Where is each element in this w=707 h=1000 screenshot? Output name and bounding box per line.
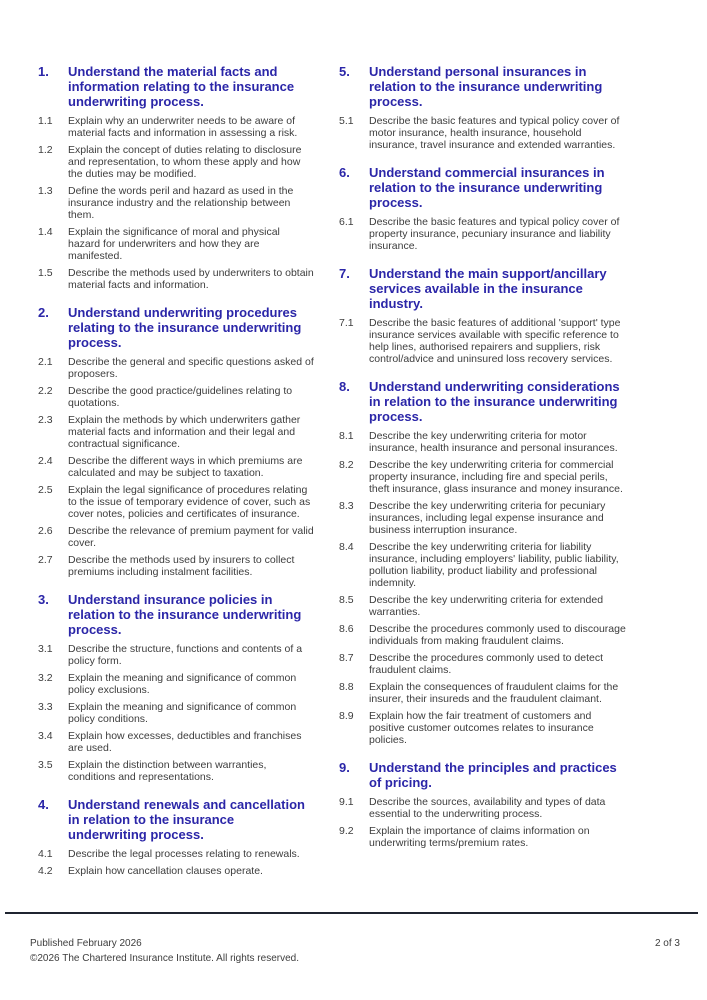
- item-text: Explain the methods by which underwriters gather material facts and information and their legal and contractual significance.: [68, 414, 301, 450]
- section-title: Understand the principles and practices of pricing.: [369, 760, 617, 790]
- learning-outcome-item: [38, 414, 314, 450]
- item-text: Describe the procedures commonly used to discourage individuals from making fraudulent claims.: [369, 623, 626, 647]
- item-number: 8.4: [339, 541, 354, 553]
- item-number: 8.9: [339, 710, 354, 722]
- item-text: Describe the procedures commonly used to detect fraudulent claims.: [369, 652, 604, 676]
- learning-outcome-item: [38, 848, 314, 860]
- learning-outcome-item: [339, 681, 629, 705]
- left-column: [38, 64, 314, 891]
- item-number: 4.2: [38, 865, 53, 877]
- learning-outcome-item: [38, 185, 314, 221]
- learning-outcome-item: [339, 623, 629, 647]
- published-date: Published February 2026: [30, 938, 142, 949]
- section-heading: [38, 592, 314, 637]
- syllabus-section: [339, 379, 629, 746]
- learning-outcome-item: [38, 865, 314, 877]
- syllabus-section: [339, 165, 629, 252]
- syllabus-section: [38, 592, 314, 783]
- section-items: [339, 796, 629, 849]
- learning-outcome-item: [339, 594, 629, 618]
- section-items: [38, 115, 314, 291]
- learning-outcome-item: [38, 455, 314, 479]
- learning-outcome-item: [339, 825, 629, 849]
- section-number: 3.: [38, 592, 49, 607]
- item-text: Explain how cancellation clauses operate.: [68, 865, 263, 877]
- item-text: Explain the meaning and significance of common policy conditions.: [68, 701, 297, 725]
- item-text: Describe the key underwriting criteria for extended warranties.: [369, 594, 604, 618]
- item-number: 2.4: [38, 455, 53, 467]
- item-number: 1.1: [38, 115, 53, 127]
- syllabus-section: [38, 64, 314, 291]
- page-footer: [30, 936, 680, 966]
- item-text: Describe the general and specific questions asked of proposers.: [68, 356, 314, 380]
- learning-outcome-item: [38, 385, 314, 409]
- section-heading: [339, 165, 629, 210]
- item-number: 8.6: [339, 623, 354, 635]
- section-items: [339, 317, 629, 365]
- item-number: 8.3: [339, 500, 354, 512]
- item-number: 2.7: [38, 554, 53, 566]
- section-heading: [339, 379, 629, 424]
- copyright-notice: ©2026 The Chartered Insurance Institute. All rights reserved.: [30, 953, 299, 964]
- learning-outcome-item: [38, 484, 314, 520]
- learning-outcome-item: [38, 554, 314, 578]
- item-text: Describe the relevance of premium payment for valid cover.: [68, 525, 314, 549]
- section-number: 8.: [339, 379, 350, 394]
- item-text: Describe the basic features and typical policy cover of motor insurance, health insurance, household insurance, travel insurance and extended warranties.: [369, 115, 620, 151]
- learning-outcome-item: [339, 710, 629, 746]
- section-heading: [339, 760, 629, 790]
- item-number: 1.2: [38, 144, 53, 156]
- item-number: 1.3: [38, 185, 53, 197]
- syllabus-section: [38, 797, 314, 877]
- item-text: Explain how the fair treatment of customers and positive customer outcomes relates to insurance policies.: [369, 710, 594, 746]
- page-number: 2 of 3: [654, 938, 680, 949]
- right-column: [339, 64, 629, 891]
- item-text: Explain the distinction between warranties, conditions and representations.: [68, 759, 267, 783]
- item-text: Describe the key underwriting criteria for pecuniary insurances, including legal expense insurance and business interruption insurance.: [369, 500, 606, 536]
- section-title: Understand underwriting procedures relating to the insurance underwriting process.: [68, 305, 302, 350]
- item-number: 8.7: [339, 652, 354, 664]
- section-heading: [339, 64, 629, 109]
- section-heading: [38, 305, 314, 350]
- item-text: Describe the key underwriting criteria for commercial property insurance, including fire and special perils, theft insurance, glass insurance and money insurance.: [369, 459, 623, 495]
- item-number: 3.5: [38, 759, 53, 771]
- learning-outcome-item: [38, 226, 314, 262]
- item-number: 6.1: [339, 216, 354, 228]
- item-text: Describe the basic features and typical policy cover of property insurance, pecuniary insurance and liability insurance.: [369, 216, 620, 252]
- item-number: 3.4: [38, 730, 53, 742]
- item-text: Describe the structure, functions and contents of a policy form.: [68, 643, 303, 667]
- syllabus-section: [38, 305, 314, 578]
- item-text: Describe the key underwriting criteria for liability insurance, including employers' liability, public liability, pollution liability, product liability and professional indemnity.: [369, 541, 619, 589]
- learning-outcome-item: [38, 759, 314, 783]
- syllabus-columns: [38, 64, 629, 891]
- item-number: 3.3: [38, 701, 53, 713]
- learning-outcome-item: [38, 730, 314, 754]
- learning-outcome-item: [38, 115, 314, 139]
- item-text: Describe the legal processes relating to renewals.: [68, 848, 300, 860]
- item-number: 8.2: [339, 459, 354, 471]
- syllabus-section: [339, 64, 629, 151]
- section-number: 2.: [38, 305, 49, 320]
- item-number: 2.5: [38, 484, 53, 496]
- learning-outcome-item: [38, 643, 314, 667]
- item-number: 8.1: [339, 430, 354, 442]
- section-title: Understand insurance policies in relation to the insurance underwriting process.: [68, 592, 302, 637]
- learning-outcome-item: [339, 115, 629, 151]
- section-number: 5.: [339, 64, 350, 79]
- item-text: Describe the basic features of additional 'support' type insurance services available with specific reference to help lines, authorised repairers and suppliers, risk control/advice and uninsured loss recovery services.: [369, 317, 621, 365]
- item-text: Explain the legal significance of procedures relating to the issue of temporary evidence of cover, such as cover notes, policies and certificates of insurance.: [68, 484, 311, 520]
- learning-outcome-item: [339, 216, 629, 252]
- item-number: 2.6: [38, 525, 53, 537]
- item-number: 2.1: [38, 356, 53, 368]
- learning-outcome-item: [339, 541, 629, 589]
- section-items: [339, 430, 629, 746]
- section-items: [38, 356, 314, 578]
- section-heading: [38, 64, 314, 109]
- footer-divider: [5, 912, 698, 914]
- item-text: Explain why an underwriter needs to be aware of material facts and information in assessing a risk.: [68, 115, 298, 139]
- section-items: [339, 115, 629, 151]
- item-number: 4.1: [38, 848, 53, 860]
- learning-outcome-item: [339, 652, 629, 676]
- item-number: 5.1: [339, 115, 354, 127]
- item-number: 2.3: [38, 414, 53, 426]
- section-items: [339, 216, 629, 252]
- item-text: Describe the methods used by insurers to collect premiums including instalment facilities.: [68, 554, 295, 578]
- item-number: 3.1: [38, 643, 53, 655]
- section-number: 4.: [38, 797, 49, 812]
- item-text: Describe the good practice/guidelines relating to quotations.: [68, 385, 293, 409]
- item-number: 9.2: [339, 825, 354, 837]
- syllabus-section: [339, 266, 629, 365]
- section-title: Understand commercial insurances in relation to the insurance underwriting process.: [369, 165, 605, 210]
- item-text: Describe the methods used by underwriters to obtain material facts and information.: [68, 267, 314, 291]
- item-text: Explain the consequences of fraudulent claims for the insurer, their insureds and the fraudulent claimant.: [369, 681, 619, 705]
- item-text: Explain the concept of duties relating to disclosure and representation, to whom these apply and how the duties may be modified.: [68, 144, 302, 180]
- section-title: Understand personal insurances in relation to the insurance underwriting process.: [369, 64, 603, 109]
- item-number: 1.5: [38, 267, 53, 279]
- item-number: 8.5: [339, 594, 354, 606]
- learning-outcome-item: [339, 317, 629, 365]
- learning-outcome-item: [38, 267, 314, 291]
- learning-outcome-item: [339, 796, 629, 820]
- item-text: Describe the key underwriting criteria for motor insurance, health insurance and personal insurances.: [369, 430, 618, 454]
- item-text: Explain the meaning and significance of common policy exclusions.: [68, 672, 297, 696]
- section-number: 9.: [339, 760, 350, 775]
- syllabus-section: [339, 760, 629, 849]
- item-number: 8.8: [339, 681, 354, 693]
- section-items: [38, 848, 314, 877]
- section-items: [38, 643, 314, 783]
- learning-outcome-item: [38, 672, 314, 696]
- learning-outcome-item: [38, 701, 314, 725]
- learning-outcome-item: [38, 144, 314, 180]
- section-number: 1.: [38, 64, 49, 79]
- item-text: Define the words peril and hazard as used in the insurance industry and the relationship between them.: [68, 185, 294, 221]
- item-text: Describe the different ways in which premiums are calculated and may be subject to taxation.: [68, 455, 303, 479]
- item-text: Explain the significance of moral and physical hazard for underwriters and how they are manifested.: [68, 226, 280, 262]
- item-text: Explain the importance of claims information on underwriting terms/premium rates.: [369, 825, 590, 849]
- learning-outcome-item: [339, 500, 629, 536]
- learning-outcome-item: [339, 459, 629, 495]
- learning-outcome-item: [38, 356, 314, 380]
- item-number: 3.2: [38, 672, 53, 684]
- section-title: Understand the material facts and information relating to the insurance underwriting process.: [68, 64, 295, 109]
- footer-left: [30, 936, 299, 966]
- section-number: 7.: [339, 266, 350, 281]
- section-heading: [339, 266, 629, 311]
- item-text: Explain how excesses, deductibles and franchises are used.: [68, 730, 302, 754]
- item-number: 2.2: [38, 385, 53, 397]
- item-number: 9.1: [339, 796, 354, 808]
- section-title: Understand renewals and cancellation in relation to the insurance underwriting process.: [68, 797, 305, 842]
- section-heading: [38, 797, 314, 842]
- section-title: Understand underwriting considerations in relation to the insurance underwriting process.: [369, 379, 620, 424]
- item-text: Describe the sources, availability and types of data essential to the underwriting process.: [369, 796, 606, 820]
- section-number: 6.: [339, 165, 350, 180]
- learning-outcome-item: [38, 525, 314, 549]
- item-number: 7.1: [339, 317, 354, 329]
- item-number: 1.4: [38, 226, 53, 238]
- learning-outcome-item: [339, 430, 629, 454]
- section-title: Understand the main support/ancillary services available in the insurance industry.: [369, 266, 607, 311]
